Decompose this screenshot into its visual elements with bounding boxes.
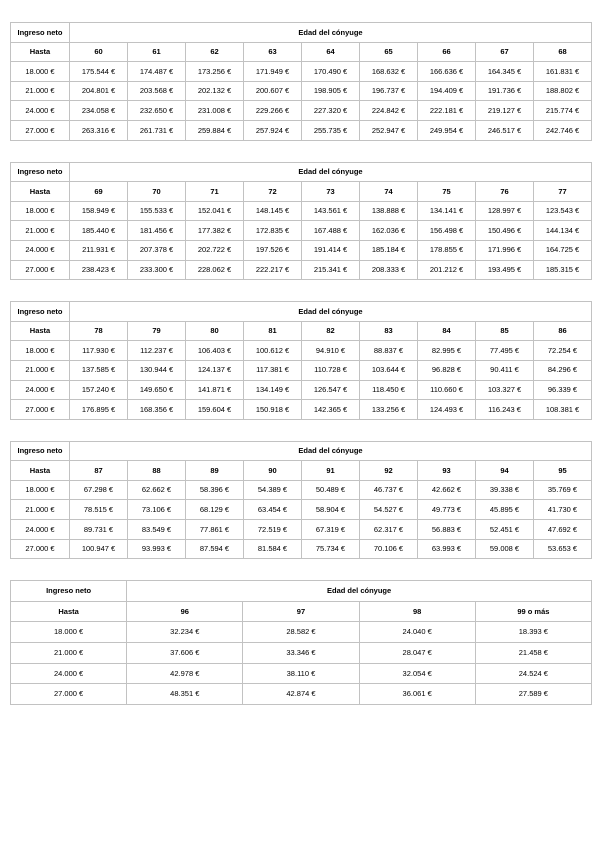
income-row	[11, 260, 592, 280]
amount-cell: 257.924 €	[244, 120, 302, 140]
amount-cell: 202.132 €	[186, 81, 244, 101]
amount-cell: 24.524 €	[475, 663, 591, 684]
amount-cell: 37.606 €	[127, 643, 243, 664]
income-row-label: 24.000 €	[11, 663, 127, 684]
amount-cell: 58.396 €	[186, 480, 244, 500]
age-column-header: 69	[70, 182, 128, 202]
age-column-header: 87	[70, 461, 128, 481]
amount-cell: 197.526 €	[244, 240, 302, 260]
age-column-header: 96	[127, 601, 243, 622]
income-row-label: 21.000 €	[11, 221, 70, 241]
age-column-header: 66	[418, 42, 476, 62]
amount-cell: 156.498 €	[418, 221, 476, 241]
amount-cell: 96.339 €	[534, 380, 592, 400]
age-column-header: 90	[244, 461, 302, 481]
amount-cell: 231.008 €	[186, 101, 244, 121]
amount-cell: 168.356 €	[128, 400, 186, 420]
amount-cell: 133.256 €	[360, 400, 418, 420]
amount-cell: 52.451 €	[476, 520, 534, 540]
age-column-header: 93	[418, 461, 476, 481]
amount-cell: 123.543 €	[534, 201, 592, 221]
amount-cell: 93.993 €	[128, 539, 186, 559]
amount-cell: 172.835 €	[244, 221, 302, 241]
age-column-header: 68	[534, 42, 592, 62]
age-column-header: 73	[302, 182, 360, 202]
amount-cell: 53.653 €	[534, 539, 592, 559]
spouse-age-header: Edad del cónyuge	[70, 441, 592, 461]
header-row-ages	[11, 601, 592, 622]
income-row-label: 27.000 €	[11, 539, 70, 559]
age-column-header: 60	[70, 42, 128, 62]
header-row-top	[11, 23, 592, 43]
amount-cell: 18.393 €	[475, 622, 591, 643]
amount-cell: 141.871 €	[186, 380, 244, 400]
amount-cell: 242.746 €	[534, 120, 592, 140]
amount-cell: 63.993 €	[418, 539, 476, 559]
amount-cell: 89.731 €	[70, 520, 128, 540]
amount-cell: 207.378 €	[128, 240, 186, 260]
age-column-header: 71	[186, 182, 244, 202]
amount-cell: 118.450 €	[360, 380, 418, 400]
amount-cell: 233.300 €	[128, 260, 186, 280]
amount-cell: 263.316 €	[70, 120, 128, 140]
amount-cell: 36.061 €	[359, 684, 475, 705]
income-row-label: 21.000 €	[11, 643, 127, 664]
amount-cell: 157.240 €	[70, 380, 128, 400]
amount-cell: 116.243 €	[476, 400, 534, 420]
amount-cell: 185.184 €	[360, 240, 418, 260]
amount-cell: 164.725 €	[534, 240, 592, 260]
amount-cell: 112.237 €	[128, 341, 186, 361]
age-column-header: 76	[476, 182, 534, 202]
age-column-header: 83	[360, 321, 418, 341]
income-row-label: 24.000 €	[11, 101, 70, 121]
income-row-label: 24.000 €	[11, 240, 70, 260]
amount-cell: 176.895 €	[70, 400, 128, 420]
income-row-label: 24.000 €	[11, 520, 70, 540]
age-column-header: 82	[302, 321, 360, 341]
age-column-header: 86	[534, 321, 592, 341]
amount-cell: 201.212 €	[418, 260, 476, 280]
header-row-top	[11, 302, 592, 322]
amount-cell: 196.737 €	[360, 81, 418, 101]
amount-cell: 100.612 €	[244, 341, 302, 361]
amount-cell: 110.728 €	[302, 360, 360, 380]
income-net-header: Ingreso neto	[11, 441, 70, 461]
age-column-header: 77	[534, 182, 592, 202]
amount-cell: 35.769 €	[534, 480, 592, 500]
age-column-header: 61	[128, 42, 186, 62]
income-row-label: 21.000 €	[11, 500, 70, 520]
amount-cell: 181.456 €	[128, 221, 186, 241]
header-row-ages	[11, 461, 592, 481]
amount-cell: 106.403 €	[186, 341, 244, 361]
age-column-header: 70	[128, 182, 186, 202]
income-row-label: 18.000 €	[11, 622, 127, 643]
amount-cell: 130.944 €	[128, 360, 186, 380]
amount-cell: 215.774 €	[534, 101, 592, 121]
amount-cell: 194.409 €	[418, 81, 476, 101]
amount-cell: 164.345 €	[476, 62, 534, 82]
amount-cell: 222.181 €	[418, 101, 476, 121]
amount-cell: 49.773 €	[418, 500, 476, 520]
age-column-header: 94	[476, 461, 534, 481]
amount-cell: 170.490 €	[302, 62, 360, 82]
income-net-header: Ingreso neto	[11, 23, 70, 43]
income-row	[11, 684, 592, 705]
income-row	[11, 341, 592, 361]
amount-cell: 77.861 €	[186, 520, 244, 540]
amount-cell: 234.058 €	[70, 101, 128, 121]
age-column-header: 98	[359, 601, 475, 622]
table-ages-87-95	[10, 441, 592, 560]
amount-cell: 150.496 €	[476, 221, 534, 241]
header-row-ages	[11, 182, 592, 202]
amount-cell: 42.662 €	[418, 480, 476, 500]
age-column-header: 99 o más	[475, 601, 591, 622]
amount-cell: 142.365 €	[302, 400, 360, 420]
income-row	[11, 480, 592, 500]
amount-cell: 21.458 €	[475, 643, 591, 664]
amount-cell: 211.931 €	[70, 240, 128, 260]
age-column-header: 92	[360, 461, 418, 481]
income-row	[11, 663, 592, 684]
amount-cell: 28.582 €	[243, 622, 359, 643]
income-row-label: 21.000 €	[11, 81, 70, 101]
income-row	[11, 520, 592, 540]
amount-cell: 128.997 €	[476, 201, 534, 221]
amount-cell: 203.568 €	[128, 81, 186, 101]
hasta-header: Hasta	[11, 321, 70, 341]
age-column-header: 81	[244, 321, 302, 341]
amount-cell: 222.217 €	[244, 260, 302, 280]
amount-cell: 148.145 €	[244, 201, 302, 221]
amount-cell: 46.737 €	[360, 480, 418, 500]
amount-cell: 171.949 €	[244, 62, 302, 82]
amount-cell: 50.489 €	[302, 480, 360, 500]
age-column-header: 65	[360, 42, 418, 62]
amount-cell: 62.317 €	[360, 520, 418, 540]
amount-cell: 143.561 €	[302, 201, 360, 221]
amount-cell: 166.636 €	[418, 62, 476, 82]
income-net-header: Ingreso neto	[11, 162, 70, 182]
amount-cell: 173.256 €	[186, 62, 244, 82]
amount-cell: 161.831 €	[534, 62, 592, 82]
spouse-age-header: Edad del cónyuge	[70, 23, 592, 43]
amount-cell: 110.660 €	[418, 380, 476, 400]
amount-cell: 75.734 €	[302, 539, 360, 559]
amount-cell: 134.149 €	[244, 380, 302, 400]
amount-cell: 259.884 €	[186, 120, 244, 140]
amount-cell: 62.662 €	[128, 480, 186, 500]
amount-cell: 158.949 €	[70, 201, 128, 221]
income-row	[11, 360, 592, 380]
amount-cell: 72.254 €	[534, 341, 592, 361]
amount-cell: 188.802 €	[534, 81, 592, 101]
amount-cell: 144.134 €	[534, 221, 592, 241]
amount-cell: 32.234 €	[127, 622, 243, 643]
amount-cell: 177.382 €	[186, 221, 244, 241]
header-row-top	[11, 441, 592, 461]
income-net-header: Ingreso neto	[11, 581, 127, 602]
income-row	[11, 500, 592, 520]
amount-cell: 202.722 €	[186, 240, 244, 260]
amount-cell: 238.423 €	[70, 260, 128, 280]
amount-cell: 67.319 €	[302, 520, 360, 540]
amount-cell: 155.533 €	[128, 201, 186, 221]
income-row	[11, 539, 592, 559]
amount-cell: 84.296 €	[534, 360, 592, 380]
amount-cell: 215.341 €	[302, 260, 360, 280]
amount-cell: 171.996 €	[476, 240, 534, 260]
age-column-header: 89	[186, 461, 244, 481]
income-row-label: 27.000 €	[11, 684, 127, 705]
income-row-label: 27.000 €	[11, 260, 70, 280]
table-ages-96-99plus	[10, 580, 592, 705]
age-column-header: 62	[186, 42, 244, 62]
amount-cell: 208.333 €	[360, 260, 418, 280]
amount-cell: 72.519 €	[244, 520, 302, 540]
amount-cell: 59.008 €	[476, 539, 534, 559]
amount-cell: 193.495 €	[476, 260, 534, 280]
amount-cell: 185.440 €	[70, 221, 128, 241]
amount-cell: 185.315 €	[534, 260, 592, 280]
amount-cell: 38.110 €	[243, 663, 359, 684]
table-ages-69-77	[10, 162, 592, 281]
spouse-age-header: Edad del cónyuge	[70, 162, 592, 182]
income-row-label: 24.000 €	[11, 380, 70, 400]
amount-cell: 191.414 €	[302, 240, 360, 260]
hasta-header: Hasta	[11, 42, 70, 62]
income-row	[11, 201, 592, 221]
amount-cell: 124.137 €	[186, 360, 244, 380]
age-column-header: 91	[302, 461, 360, 481]
amount-cell: 88.837 €	[360, 341, 418, 361]
amount-cell: 138.888 €	[360, 201, 418, 221]
amount-cell: 255.735 €	[302, 120, 360, 140]
amount-cell: 159.604 €	[186, 400, 244, 420]
amount-cell: 175.544 €	[70, 62, 128, 82]
amount-cell: 42.978 €	[127, 663, 243, 684]
amount-cell: 137.585 €	[70, 360, 128, 380]
amount-cell: 68.129 €	[186, 500, 244, 520]
amount-cell: 126.547 €	[302, 380, 360, 400]
amount-cell: 42.874 €	[243, 684, 359, 705]
income-row-label: 27.000 €	[11, 120, 70, 140]
amount-cell: 103.327 €	[476, 380, 534, 400]
age-column-header: 85	[476, 321, 534, 341]
amount-cell: 204.801 €	[70, 81, 128, 101]
amount-cell: 178.855 €	[418, 240, 476, 260]
amount-cell: 27.589 €	[475, 684, 591, 705]
amount-cell: 87.594 €	[186, 539, 244, 559]
amount-cell: 24.040 €	[359, 622, 475, 643]
amount-cell: 54.389 €	[244, 480, 302, 500]
income-row	[11, 380, 592, 400]
amount-cell: 229.266 €	[244, 101, 302, 121]
income-row-label: 18.000 €	[11, 62, 70, 82]
age-column-header: 79	[128, 321, 186, 341]
amount-cell: 81.584 €	[244, 539, 302, 559]
amount-cell: 150.918 €	[244, 400, 302, 420]
age-column-header: 67	[476, 42, 534, 62]
age-column-header: 88	[128, 461, 186, 481]
header-row-ages	[11, 42, 592, 62]
income-row	[11, 643, 592, 664]
table-ages-60-68	[10, 22, 592, 141]
amount-cell: 100.947 €	[70, 539, 128, 559]
age-column-header: 75	[418, 182, 476, 202]
income-row	[11, 240, 592, 260]
income-row	[11, 400, 592, 420]
amount-cell: 117.381 €	[244, 360, 302, 380]
amount-cell: 200.607 €	[244, 81, 302, 101]
income-row-label: 18.000 €	[11, 341, 70, 361]
amount-cell: 219.127 €	[476, 101, 534, 121]
amount-cell: 191.736 €	[476, 81, 534, 101]
age-column-header: 80	[186, 321, 244, 341]
amount-cell: 56.883 €	[418, 520, 476, 540]
income-row-label: 18.000 €	[11, 201, 70, 221]
amount-cell: 48.351 €	[127, 684, 243, 705]
amount-cell: 32.054 €	[359, 663, 475, 684]
header-row-top	[11, 581, 592, 602]
hasta-header: Hasta	[11, 182, 70, 202]
age-column-header: 78	[70, 321, 128, 341]
amount-cell: 246.517 €	[476, 120, 534, 140]
income-row	[11, 221, 592, 241]
amount-cell: 149.650 €	[128, 380, 186, 400]
amount-cell: 58.904 €	[302, 500, 360, 520]
header-row-top	[11, 162, 592, 182]
amount-cell: 96.828 €	[418, 360, 476, 380]
age-column-header: 84	[418, 321, 476, 341]
amount-cell: 82.995 €	[418, 341, 476, 361]
header-row-ages	[11, 321, 592, 341]
amount-cell: 45.895 €	[476, 500, 534, 520]
income-row	[11, 101, 592, 121]
amount-cell: 78.515 €	[70, 500, 128, 520]
amount-cell: 67.298 €	[70, 480, 128, 500]
amount-cell: 252.947 €	[360, 120, 418, 140]
income-net-header: Ingreso neto	[11, 302, 70, 322]
amount-cell: 63.454 €	[244, 500, 302, 520]
amount-cell: 77.495 €	[476, 341, 534, 361]
amount-cell: 152.041 €	[186, 201, 244, 221]
amount-cell: 162.036 €	[360, 221, 418, 241]
amount-cell: 117.930 €	[70, 341, 128, 361]
amount-cell: 124.493 €	[418, 400, 476, 420]
amount-cell: 261.731 €	[128, 120, 186, 140]
age-column-header: 74	[360, 182, 418, 202]
income-row	[11, 622, 592, 643]
amount-cell: 28.047 €	[359, 643, 475, 664]
income-row	[11, 62, 592, 82]
amount-cell: 227.320 €	[302, 101, 360, 121]
income-row-label: 18.000 €	[11, 480, 70, 500]
amount-cell: 198.905 €	[302, 81, 360, 101]
income-row-label: 21.000 €	[11, 360, 70, 380]
amount-cell: 33.346 €	[243, 643, 359, 664]
hasta-header: Hasta	[11, 601, 127, 622]
amount-cell: 249.954 €	[418, 120, 476, 140]
amount-cell: 90.411 €	[476, 360, 534, 380]
age-column-header: 97	[243, 601, 359, 622]
spouse-age-header: Edad del cónyuge	[70, 302, 592, 322]
amount-cell: 70.106 €	[360, 539, 418, 559]
amount-cell: 41.730 €	[534, 500, 592, 520]
hasta-header: Hasta	[11, 461, 70, 481]
amount-cell: 224.842 €	[360, 101, 418, 121]
age-column-header: 72	[244, 182, 302, 202]
amount-cell: 47.692 €	[534, 520, 592, 540]
amount-cell: 54.527 €	[360, 500, 418, 520]
income-row-label: 27.000 €	[11, 400, 70, 420]
amount-cell: 167.488 €	[302, 221, 360, 241]
age-column-header: 95	[534, 461, 592, 481]
age-column-header: 64	[302, 42, 360, 62]
amount-cell: 174.487 €	[128, 62, 186, 82]
amount-cell: 108.381 €	[534, 400, 592, 420]
amount-cell: 103.644 €	[360, 360, 418, 380]
amount-cell: 228.062 €	[186, 260, 244, 280]
amount-cell: 168.632 €	[360, 62, 418, 82]
amount-cell: 134.141 €	[418, 201, 476, 221]
table-ages-78-86	[10, 301, 592, 420]
amount-cell: 94.910 €	[302, 341, 360, 361]
income-row	[11, 81, 592, 101]
amount-cell: 39.338 €	[476, 480, 534, 500]
spouse-age-header: Edad del cónyuge	[127, 581, 592, 602]
amount-cell: 73.106 €	[128, 500, 186, 520]
amount-cell: 232.650 €	[128, 101, 186, 121]
amount-cell: 83.549 €	[128, 520, 186, 540]
age-column-header: 63	[244, 42, 302, 62]
income-row	[11, 120, 592, 140]
